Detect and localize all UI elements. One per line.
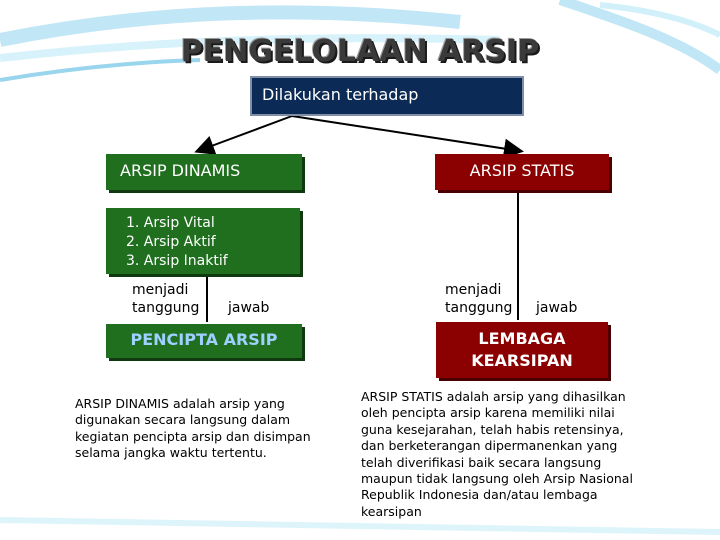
left-responsibility-line1: menjadi — [132, 282, 189, 298]
pencipta-arsip-label: PENCIPTA ARSIP — [130, 330, 278, 349]
left-responsibility-line2b: jawab — [228, 300, 270, 316]
arsip-statis-node — [435, 154, 609, 190]
arsip-statis-label: ARSIP STATIS — [469, 161, 575, 180]
list-item: 1. Arsip Vital — [126, 215, 215, 231]
right-responsibility-line2a: tanggung — [445, 300, 513, 316]
arsip-dinamis-description: ARSIP DINAMIS adalah arsip yang digunakan secara langsung dalam kegiatan pencipta arsip dan disimpan selama jangka waktu tertentu. — [75, 396, 311, 461]
right-responsibility-line1: menjadi — [445, 282, 502, 298]
arsip-dinamis-node — [106, 154, 302, 190]
arsip-dinamis-label: ARSIP DINAMIS — [120, 161, 241, 180]
page-title: PENGELOLAAN ARSIP — [180, 34, 540, 69]
lembaga-label-line1: LEMBAGA — [478, 329, 566, 348]
arsip-dinamis-types — [106, 208, 300, 274]
root-node — [250, 76, 524, 116]
right-responsibility-line2b: jawab — [536, 300, 578, 316]
root-label: Dilakukan terhadap — [262, 85, 419, 104]
lembaga-kearsipan-node — [436, 322, 608, 378]
list-item: 2. Arsip Aktif — [126, 234, 216, 250]
list-item: 3. Arsip Inaktif — [126, 253, 228, 269]
left-responsibility-line2a: tanggung — [132, 300, 200, 316]
pencipta-arsip-node — [106, 324, 302, 358]
arsip-statis-description: ARSIP STATIS adalah arsip yang dihasilkan oleh pencipta arsip karena memiliki nilai guna kesejarahan, telah habis retensinya, dan berketerangan dipermanenkan yang telah diverifikasi baik secara langsung maupun tidak langsung oleh Arsip Nasional Republik Indonesia dan/atau lembaga kearsipan — [361, 389, 633, 519]
lembaga-label-line2: KEARSIPAN — [471, 351, 573, 370]
